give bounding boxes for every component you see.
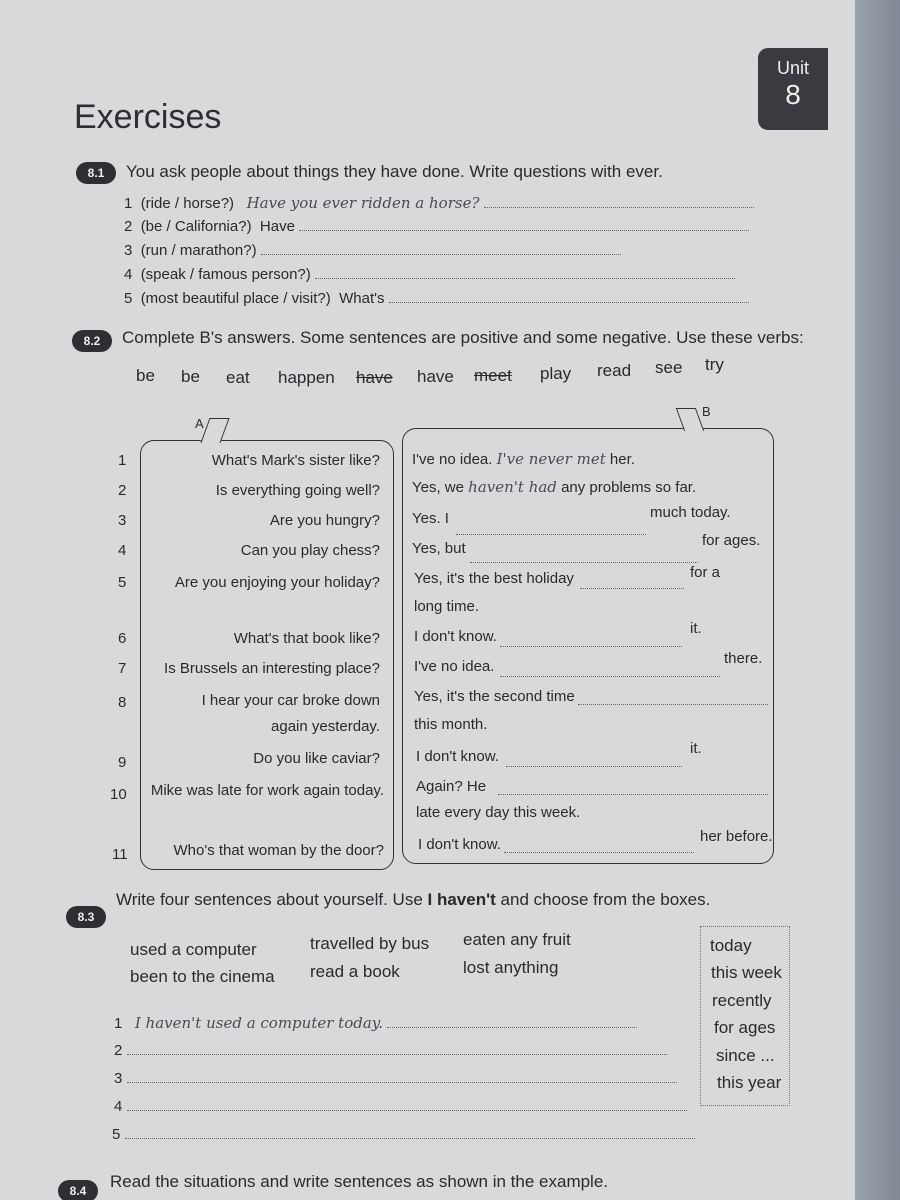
question-a: Are you enjoying your holiday? (174, 574, 380, 591)
answer-line (500, 634, 682, 652)
dotted-line (580, 576, 684, 589)
verb-see: see (655, 358, 683, 377)
speech-bubble-a (140, 440, 394, 870)
question-a: Mike was late for work again today. (150, 782, 384, 799)
line-number: 1 (114, 1015, 123, 1032)
row-number: 11 (112, 846, 128, 863)
background-edge (855, 0, 900, 1200)
question-a-cont: again yesterday. (271, 718, 380, 735)
question-a: Is Brussels an interesting place? (164, 660, 380, 677)
answer-fill[interactable]: haven't had (468, 478, 557, 496)
dotted-line (500, 634, 682, 647)
dotted-line[interactable] (125, 1126, 695, 1139)
ex81-item-1 (124, 194, 754, 212)
ex83-line-1 (114, 1014, 637, 1032)
verb-have-crossed: have (356, 368, 393, 387)
ex81-item-2 (124, 218, 749, 235)
choice-col3-1: eaten any fruit (463, 930, 571, 949)
choice-col1-2: been to the cinema (130, 967, 275, 986)
answer-b-start: I don't know. (418, 836, 501, 853)
unit-word: Unit (776, 58, 809, 78)
speaker-a-label: A (195, 416, 204, 431)
dotted-line[interactable] (127, 1042, 667, 1055)
verb-read: read (597, 361, 632, 380)
answer-line (578, 692, 768, 710)
answer-b-end: for a (690, 564, 721, 581)
answer-end: her. (609, 451, 635, 468)
verb-meet-crossed: meet (474, 366, 512, 385)
answer-line (500, 664, 720, 682)
answer-line (484, 195, 754, 208)
row-number: 6 (118, 630, 127, 647)
speaker-b-label: B (702, 404, 711, 419)
answer-line (389, 290, 749, 303)
item-prompt: (be / California?) (140, 218, 252, 235)
time-option: recently (712, 991, 772, 1010)
item-answer[interactable]: Have you ever ridden a horse? (246, 194, 480, 212)
item-answer[interactable]: What's (339, 290, 385, 307)
answer-b-end: much today. (650, 504, 731, 521)
answer-b-cont: long time. (414, 598, 480, 615)
line-answer[interactable]: I haven't used a computer today. (134, 1014, 384, 1032)
answer-b-end: it. (690, 620, 702, 637)
dotted-line (456, 522, 646, 535)
dotted-line (506, 754, 682, 767)
verb-happen: happen (278, 368, 335, 387)
answer-line (315, 266, 735, 279)
item-number: 1 (124, 195, 133, 212)
dotted-line (387, 1015, 637, 1028)
question-a: Do you like caviar? (253, 750, 380, 767)
answer-b-cont: late every day this week. (416, 804, 581, 821)
time-option: today (710, 936, 752, 955)
verb-play: play (540, 364, 572, 383)
exercise-8-3-badge: 8.3 (66, 906, 106, 928)
time-option: for ages (714, 1018, 776, 1037)
answer-b-end: for ages. (702, 532, 761, 549)
question-a: Is everything going well? (215, 482, 380, 499)
dotted-line (500, 664, 720, 677)
unit-number: 8 (785, 79, 801, 110)
row-number: 4 (118, 542, 127, 559)
line-number: 4 (114, 1098, 123, 1115)
answer-b-start: Again? He (416, 778, 487, 795)
answer-line (456, 522, 646, 540)
answer-line (580, 576, 684, 594)
dotted-line (498, 782, 768, 795)
exercise-8-2-instruction: Complete B's answers. Some sentences are positive and some negative. Use these verbs: (122, 328, 804, 347)
answer-b-end: it. (690, 740, 702, 757)
answer-b-start: Yes. I (412, 510, 449, 527)
question-a: Who's that woman by the door? (173, 842, 384, 859)
exercise-8-2-badge: 8.2 (72, 330, 112, 352)
answer-b-end: her before. (700, 828, 773, 845)
row-number: 9 (118, 754, 127, 771)
row-number: 8 (118, 694, 127, 711)
answer-end: any problems so far. (561, 479, 697, 496)
dotted-line (470, 550, 698, 563)
ex81-item-4 (124, 266, 735, 283)
item-number: 3 (124, 242, 133, 259)
answer-fill[interactable]: I've never met (496, 450, 606, 468)
ex83-line-3 (114, 1070, 677, 1087)
row-number: 10 (110, 786, 127, 803)
answer-line (498, 782, 768, 800)
exercise-8-1-instruction: You ask people about things they have done. Write questions with ever. (126, 162, 663, 181)
verb-be-2: be (181, 367, 200, 386)
exercise-8-4-badge: 8.4 (58, 1180, 98, 1200)
row-number: 3 (118, 512, 127, 529)
dotted-line (504, 840, 694, 853)
question-a: What's that book like? (233, 630, 380, 647)
item-number: 5 (124, 290, 133, 307)
unit-tab (758, 48, 828, 130)
item-answer[interactable]: Have (259, 218, 295, 235)
instruction-text: Write four sentences about yourself. Use (116, 890, 428, 909)
ex83-line-4 (114, 1098, 687, 1115)
answer-line (261, 242, 621, 255)
verb-have: have (417, 367, 454, 386)
verb-eat: eat (226, 368, 250, 387)
ex83-line-2 (114, 1042, 667, 1059)
row-number: 1 (118, 452, 127, 469)
dotted-line[interactable] (127, 1070, 677, 1083)
answer-b-start: Yes, it's the second time (414, 688, 575, 705)
question-a: What's Mark's sister like? (211, 452, 380, 469)
ex81-item-3 (124, 242, 621, 259)
line-number: 3 (114, 1070, 123, 1087)
choice-col3-2: lost anything (463, 958, 559, 977)
item-prompt: (run / marathon?) (140, 242, 257, 259)
choice-col1-1: used a computer (130, 940, 257, 959)
item-prompt: (speak / famous person?) (140, 266, 311, 283)
instruction-text: and choose from the boxes. (495, 890, 711, 909)
answer-b (412, 478, 696, 496)
row-number: 5 (118, 574, 127, 591)
item-number: 2 (124, 218, 133, 235)
answer-line (506, 754, 682, 772)
time-option: this year (717, 1073, 782, 1092)
answer-b (412, 450, 635, 468)
row-number: 7 (118, 660, 127, 677)
item-prompt: (ride / horse?) (140, 195, 235, 212)
question-a: Are you hungry? (269, 512, 380, 529)
answer-start: I've no idea. (412, 451, 493, 468)
answer-line (470, 550, 698, 568)
answer-start: Yes, we (412, 479, 464, 496)
exercise-8-4-instruction: Read the situations and write sentences as shown in the example. (110, 1172, 609, 1191)
page-title: Exercises (74, 98, 222, 136)
answer-b-start: I don't know. (414, 628, 497, 645)
dotted-line[interactable] (127, 1098, 687, 1111)
answer-b-start: Yes, it's the best holiday (414, 570, 574, 587)
answer-b-start: I don't know. (416, 748, 499, 765)
answer-b-start: Yes, but (412, 540, 466, 557)
verb-be-1: be (136, 366, 155, 385)
verb-try: try (705, 355, 724, 374)
ex81-item-5 (124, 290, 749, 307)
exercise-8-3-instruction (116, 890, 710, 910)
line-number: 2 (114, 1042, 123, 1059)
question-a: Can you play chess? (240, 542, 380, 559)
answer-b-end: there. (724, 650, 763, 667)
choice-col2-1: travelled by bus (310, 934, 430, 953)
line-number: 5 (112, 1126, 121, 1143)
row-number: 2 (118, 482, 127, 499)
answer-line (299, 218, 749, 231)
item-prompt: (most beautiful place / visit?) (140, 290, 331, 307)
dotted-line (578, 692, 768, 705)
time-option: this week (711, 963, 782, 982)
choice-col2-2: read a book (310, 962, 400, 981)
answer-b-start: I've no idea. (414, 658, 495, 675)
exercise-8-1-badge: 8.1 (76, 162, 116, 184)
ex83-line-5 (112, 1126, 695, 1143)
time-option: since ... (716, 1046, 775, 1065)
answer-b-cont: this month. (414, 716, 488, 733)
question-a: I hear your car broke down (201, 692, 380, 709)
instruction-bold: I haven't (427, 890, 496, 909)
answer-line (504, 840, 694, 858)
item-number: 4 (124, 266, 133, 283)
